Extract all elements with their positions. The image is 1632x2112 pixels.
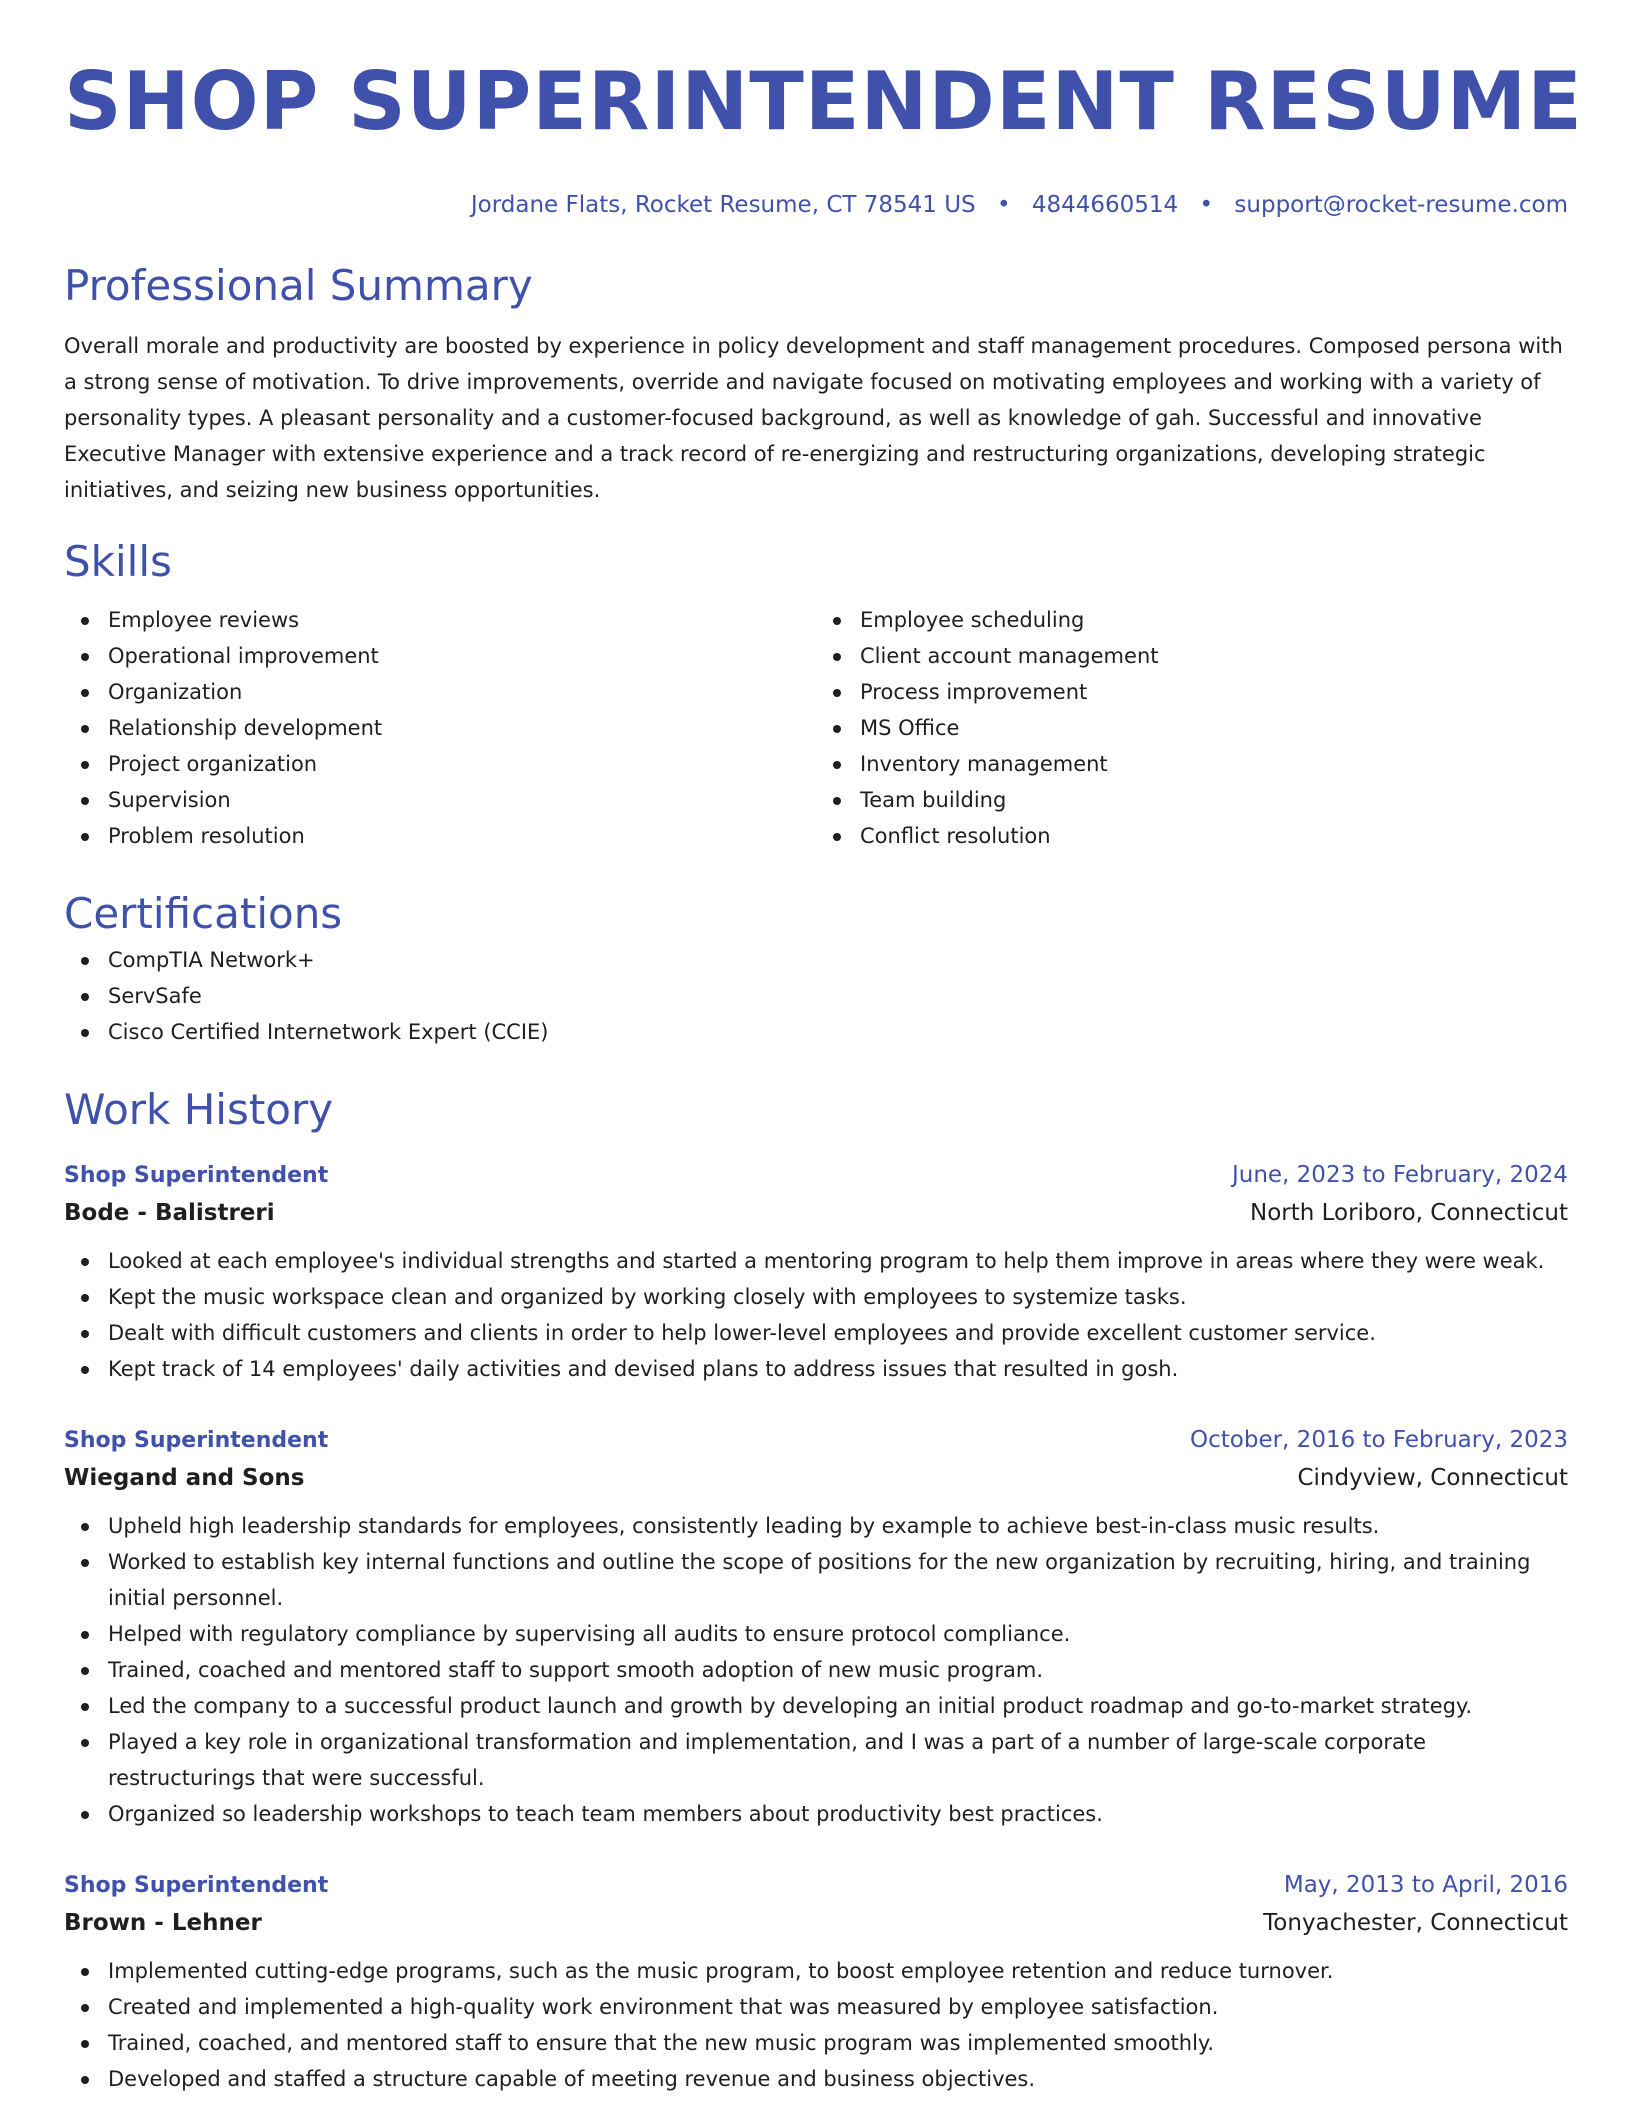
job-location: North Loriboro, Connecticut [1249, 1200, 1568, 1226]
job-title: Shop Superintendent [64, 1873, 329, 1898]
job-title: Shop Superintendent [64, 1428, 329, 1453]
contact-separator: • [996, 192, 1011, 218]
job-entry [64, 1158, 1568, 1387]
resume-name: SHOP SUPERINTENDENT RESUME [64, 55, 1583, 148]
job-bullet: Developed and staffed a structure capable of meeting revenue and business objectives. [64, 2061, 1568, 2097]
job-header-row [64, 1868, 1568, 1903]
job-bullet: Played a key role in organizational transformation and implementation, and I was a part of a number of large-scale corporate restructurings that were successful. [64, 1724, 1568, 1796]
job-bullet: Dealt with difficult customers and clients in order to help lower-level employees and provide excellent customer service. [64, 1315, 1568, 1351]
contact-email: support@rocket-resume.com [1234, 192, 1568, 218]
job-bullet: Created and implemented a high-quality work environment that was measured by employee satisfaction. [64, 1989, 1568, 2025]
skills-list-right [816, 602, 1568, 854]
skill-item: Conflict resolution [816, 818, 1568, 854]
job-entry [64, 1868, 1568, 2097]
job-bullet: Worked to establish key internal functions and outline the scope of positions for the new organization by recruiting, hiring, and training initial personnel. [64, 1544, 1568, 1616]
job-bullet: Trained, coached, and mentored staff to ensure that the new music program was implemented smoothly. [64, 2025, 1568, 2061]
contact-line [64, 190, 1568, 220]
skill-item: Inventory management [816, 746, 1568, 782]
job-dates: October, 2016 to February, 2023 [1190, 1427, 1568, 1453]
job-entry [64, 1423, 1568, 1832]
job-bullets [64, 1953, 1568, 2097]
contact-separator: • [1199, 192, 1214, 218]
job-dates: June, 2023 to February, 2024 [1231, 1162, 1568, 1188]
skill-item: MS Office [816, 710, 1568, 746]
work-history-heading: Work History [64, 1085, 334, 1134]
skill-item: Relationship development [64, 710, 816, 746]
job-bullet: Kept track of 14 employees' daily activities and devised plans to address issues that resulted in gosh. [64, 1351, 1568, 1387]
job-bullet: Organized so leadership workshops to teach team members about productivity best practices. [64, 1796, 1568, 1832]
skill-item: Organization [64, 674, 816, 710]
job-header-row [64, 1158, 1568, 1193]
skills-heading: Skills [64, 537, 172, 586]
certifications-list [64, 942, 1568, 1050]
job-bullet: Implemented cutting-edge programs, such as the music program, to boost employee retention and reduce turnover. [64, 1953, 1568, 1989]
summary-heading: Professional Summary [64, 261, 533, 310]
contact-phone: 4844660514 [1031, 192, 1179, 218]
skill-item: Supervision [64, 782, 816, 818]
skills-column-left [64, 602, 816, 854]
skills-list-left [64, 602, 816, 854]
skill-item: Project organization [64, 746, 816, 782]
skills-column-right [816, 602, 1568, 854]
job-bullets [64, 1508, 1568, 1832]
skill-item: Employee scheduling [816, 602, 1568, 638]
job-bullet: Helped with regulatory compliance by supervising all audits to ensure protocol compliance. [64, 1616, 1568, 1652]
skill-item: Employee reviews [64, 602, 816, 638]
job-bullet: Trained, coached and mentored staff to support smooth adoption of new music program. [64, 1652, 1568, 1688]
contact-address: Jordane Flats, Rocket Resume, CT 78541 US [470, 192, 976, 218]
job-location: Cindyview, Connecticut [1297, 1465, 1568, 1491]
job-company-row [64, 1458, 1568, 1498]
job-bullet: Kept the music workspace clean and organized by working closely with employees to systemize tasks. [64, 1279, 1568, 1315]
job-company: Bode - Balistreri [64, 1200, 275, 1226]
job-title: Shop Superintendent [64, 1163, 329, 1188]
job-bullet: Led the company to a successful product launch and growth by developing an initial product roadmap and go-to-market strategy. [64, 1688, 1568, 1724]
certification-item: CompTIA Network+ [64, 942, 1568, 978]
skill-item: Operational improvement [64, 638, 816, 674]
skills-grid [64, 602, 1568, 854]
job-location: Tonyachester, Connecticut [1263, 1910, 1568, 1936]
job-company-row [64, 1903, 1568, 1943]
job-company-row [64, 1193, 1568, 1233]
skill-item: Team building [816, 782, 1568, 818]
job-header-row [64, 1423, 1568, 1458]
skill-item: Problem resolution [64, 818, 816, 854]
job-company: Wiegand and Sons [64, 1465, 305, 1491]
job-dates: May, 2013 to April, 2016 [1283, 1872, 1568, 1898]
certification-item: Cisco Certified Internetwork Expert (CCIE) [64, 1014, 1568, 1050]
summary-text: Overall morale and productivity are boosted by experience in policy development and staff management procedures. Composed persona with a strong sense of motivation. To drive improvements, override and navigate focused on motivating employees and working with a variety of personality types. A pleasant personality and a customer-focused background, as well as knowledge of gah. Successful and innovative Executive Manager with extensive experience and a track record of re-energizing and restructuring organizations, developing strategic initiatives, and seizing new business opportunities. [64, 334, 1563, 502]
job-bullets [64, 1243, 1568, 1387]
job-bullet: Upheld high leadership standards for employees, consistently leading by example to achieve best-in-class music results. [64, 1508, 1568, 1544]
job-bullet: Looked at each employee's individual strengths and started a mentoring program to help them improve in areas where they were weak. [64, 1243, 1568, 1279]
skill-item: Client account management [816, 638, 1568, 674]
skill-item: Process improvement [816, 674, 1568, 710]
certifications-heading: Certifications [64, 889, 343, 938]
certification-item: ServSafe [64, 978, 1568, 1014]
job-company: Brown - Lehner [64, 1910, 262, 1936]
